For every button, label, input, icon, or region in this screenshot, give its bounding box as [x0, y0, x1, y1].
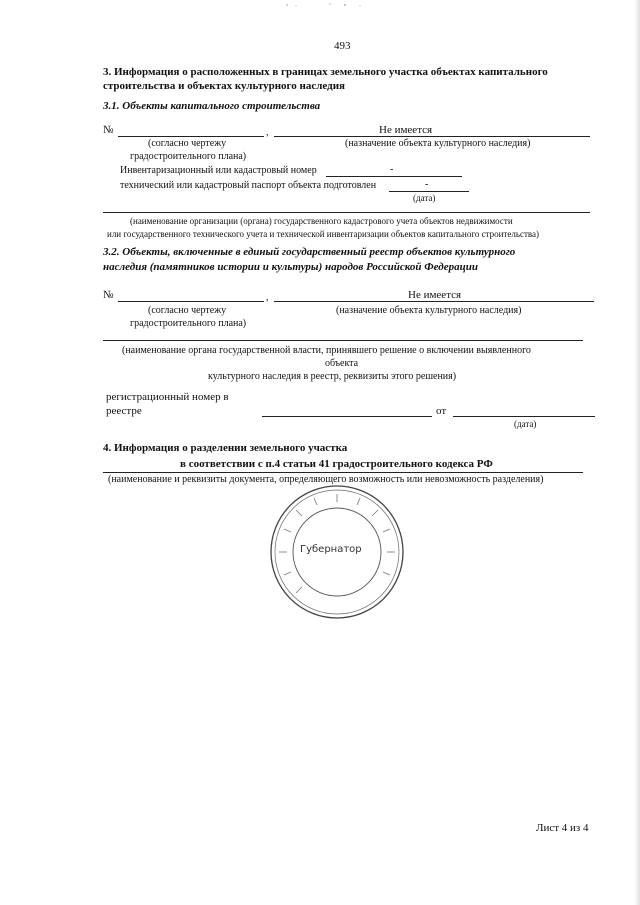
object-purpose-value-2: Не имеется	[408, 289, 462, 301]
organization-line	[103, 212, 590, 213]
scan-artifacts	[0, 0, 640, 20]
subsection32-title-line2: наследия (памятников истории и культуры) народов Российской Федерации	[103, 261, 478, 273]
caption-drawing-1: (согласно чертежу	[148, 138, 227, 149]
inventory-label: Инвентаризационный или кадастровый номер	[120, 165, 317, 176]
section3-title-line1: 3. Информация о расположенных в границах земельного участка объектах капитального	[103, 66, 548, 78]
passport-value: -	[425, 179, 429, 190]
inventory-value: -	[390, 164, 394, 175]
caption-purpose-2: (назначение объекта культурного наследия)	[336, 305, 522, 316]
comma: ,	[266, 127, 269, 138]
number-field-line-2	[118, 301, 264, 302]
organization-caption-1: (наименование организации (органа) государственного кадастрового учета объектов недвижимости	[130, 216, 513, 226]
section4-title: 4. Информация о разделении земельного участка	[103, 442, 348, 454]
section4-line	[103, 472, 583, 473]
authority-line	[103, 340, 583, 341]
caption-drawing-2: градостроительного плана)	[130, 151, 247, 162]
passport-label: технический или кадастровый паспорт объекта подготовлен	[120, 180, 377, 191]
authority-caption-1: (наименование органа государственной власти, принявшего решение о включении выявленного	[122, 345, 531, 356]
comma-2: ,	[266, 292, 269, 303]
authority-caption-3: культурного наследия в реестр, реквизиты этого решения)	[208, 371, 457, 382]
authority-caption-2: объекта	[325, 358, 359, 369]
registration-label-2: реестре	[106, 405, 142, 417]
caption-drawing-2-1: (согласно чертежу	[148, 305, 227, 316]
section3-title-line2: строительства и объектах культурного наследия	[103, 80, 346, 92]
number-field-line	[118, 136, 264, 137]
sheet-indicator: Лист 4 из 4	[536, 822, 589, 834]
object-purpose-line	[274, 136, 590, 137]
organization-caption-2: или государственного технического учета и технической инвентаризации объектов капитального строительства)	[107, 229, 540, 239]
object-purpose-line-2	[274, 301, 594, 302]
scan-edge-shadow	[634, 0, 640, 905]
seal-center-text: Губернатор	[300, 544, 362, 555]
subsection31-title: 3.1. Объекты капитального строительства	[103, 100, 321, 112]
registration-number-line	[262, 416, 432, 417]
page-number: 493	[334, 40, 351, 52]
passport-date-caption: (дата)	[413, 193, 436, 203]
inventory-line	[326, 176, 462, 177]
number-sign: №	[103, 124, 114, 136]
subsection32-title-line1: 3.2. Объекты, включенные в единый государственный реестр объектов культурного	[103, 246, 516, 258]
registration-date-line	[453, 416, 595, 417]
passport-line	[389, 191, 469, 192]
section4-value: в соответствии с п.4 статьи 41 градостроительного кодекса РФ	[180, 458, 493, 470]
number-sign-2: №	[103, 289, 114, 301]
registration-date-caption: (дата)	[514, 419, 537, 429]
from-label: от	[436, 405, 447, 417]
object-purpose-value: Не имеется	[379, 124, 433, 136]
registration-label-1: регистрационный номер в	[106, 391, 229, 403]
section4-caption: (наименование и реквизиты документа, определяющего возможность или невозможность разделения)	[108, 474, 544, 485]
caption-purpose: (назначение объекта культурного наследия)	[345, 138, 531, 149]
caption-drawing-2-2: градостроительного плана)	[130, 318, 247, 329]
